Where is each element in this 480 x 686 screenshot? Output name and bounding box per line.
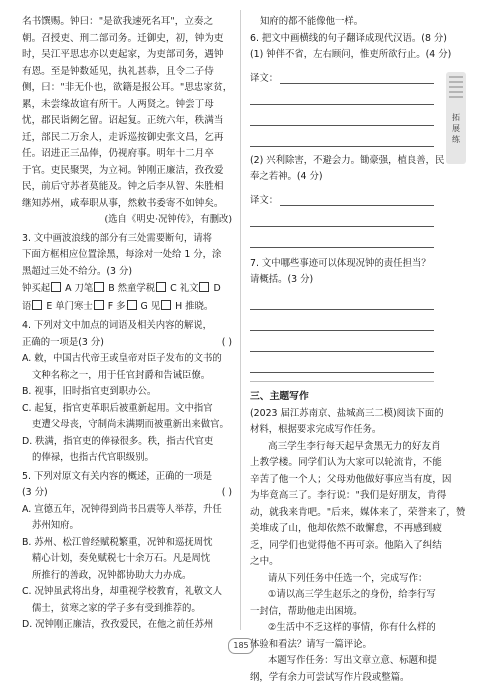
- question-5: [22, 469, 232, 634]
- material-line: 美堆成了山，他却依然不敢懈怠，不再感到疲: [250, 521, 434, 538]
- option-line: C. 况钟虽武将出身，却重视学校教育，礼敬文人: [22, 584, 232, 601]
- answer-box[interactable]: [51, 282, 61, 292]
- question-3: [22, 231, 232, 317]
- answer-line[interactable]: [250, 128, 434, 147]
- task-line: ②生活中不乏这样的事情，你有什么样的: [250, 620, 434, 637]
- passage-line: 继知苏州，咸奉职从事，然敕书委寄不如钟矣。: [22, 196, 232, 213]
- segment-text: C 礼文: [170, 283, 198, 294]
- passage-line: 任。诏进正三品俸，仍视府事。明年十二月卒: [22, 146, 232, 163]
- answer-line[interactable]: [250, 312, 434, 331]
- answer-line[interactable]: [280, 191, 434, 206]
- option-line: D. 况钟刚正廉洁，孜孜爱民，在他之前任苏州: [22, 617, 232, 634]
- material-line: 为毕竟高三了。李行说："我们是好朋友，肯得: [250, 488, 434, 505]
- stripes-icon: [449, 76, 463, 101]
- material-line: 动，就我来肯吧。"后来，媒体来了，荣誉来了，赞: [250, 505, 434, 522]
- punctuation-boxes: [22, 280, 232, 298]
- answer-paren[interactable]: ( ): [222, 485, 232, 502]
- task-line: ①请以高三学生赵乐之的身份，给李行写: [250, 587, 434, 604]
- column-divider: [240, 10, 241, 630]
- question-text: 请概括。(3 分): [250, 272, 434, 289]
- option-line: 文种名称之一，用于任官封爵和告诫臣僚。: [22, 368, 232, 385]
- question-text: (3 分) ( ): [22, 485, 232, 502]
- question-text: 5. 下列对原文有关内容的概述，正确的一项是: [22, 469, 232, 486]
- passage-line: 累，未尝缘故谊有所干。人两贤之。钟尝丁母: [22, 97, 232, 114]
- translation-row: [250, 64, 434, 84]
- option-line: 儒士，贫寒之家的学子多有受到推荐的。: [22, 601, 232, 618]
- answer-box[interactable]: [161, 300, 171, 310]
- sentence-2: (2) 兴利除害，不避会力。锄豪强，植良善，民: [250, 153, 434, 170]
- question-text: 正确的一项是(3 分) ( ): [22, 335, 232, 352]
- option-line: B. 苏州、松江曾经赋税繁重，况钟和巡抚周忱: [22, 535, 232, 552]
- option-line: A. 敕，中国古代帝王或皇帝对臣子发布的文书的: [22, 351, 232, 368]
- option-line: 精心计划，奏免赋税七十余万石。凡是周忱: [22, 551, 232, 568]
- segment-text: G 见: [141, 301, 161, 312]
- segment-text: 钟买起: [22, 283, 50, 294]
- material-line: 之中。: [250, 554, 434, 571]
- page-number: 185: [228, 638, 254, 654]
- answer-line[interactable]: [250, 107, 434, 126]
- answer-box[interactable]: [94, 300, 104, 310]
- right-column: [250, 14, 434, 686]
- passage-line: 名书馔赐。钟曰："是欲我速死名耳"，立奏之: [22, 14, 232, 31]
- option-line: 吏遭父母丧，守制尚未满期而被重新出来做官。: [22, 417, 232, 434]
- question-text: 4. 下列对文中加点的词语及相关内容的解说，: [22, 318, 232, 335]
- task-line: 本题写作任务：写出文章立意、标题和提: [250, 653, 434, 670]
- answer-line[interactable]: [280, 69, 434, 84]
- segment-text: F 多: [108, 301, 126, 312]
- option-line: D. 秩满，指官吏的俸禄很多。秩，指古代官吏: [22, 434, 232, 451]
- option-line: C. 起复，指官吏革职后被重新起用。文中指官: [22, 401, 232, 418]
- passage-line: 忧，郡民诣阙乞留。诏起复。正统六年，秩满当: [22, 113, 232, 130]
- segment-text: E 单门寒士: [46, 301, 92, 312]
- passage-line: 朝。召授吏、刑二部司务。迁御史，初，钟为吏: [22, 31, 232, 48]
- option-line: 苏州知府。: [22, 518, 232, 535]
- task-line: 体验和看法？请写一篇评论。: [250, 637, 434, 654]
- material-line: 上教学楼。同学们认为大家可以轮流肯，不能: [250, 455, 434, 472]
- task-line: 一封信，帮助他走出困境。: [250, 604, 434, 621]
- passage-line: 有恩。至是钟数延见，执礼甚恭，且令二子侍: [22, 64, 232, 81]
- passage-line: 时，吴江平思忠亦以吏起家，为吏部司务，遇钟: [22, 47, 232, 64]
- translation-row: [250, 186, 434, 206]
- answer-line[interactable]: [250, 333, 434, 352]
- sentence-1: (1) 钟伴不省，左右顾问，惟吏所欲行止。(4 分): [250, 47, 434, 64]
- answer-paren[interactable]: ( ): [222, 335, 232, 352]
- option-line: 所推行的善政，况钟都协助大力办成。: [22, 568, 232, 585]
- translate-label: 译文：: [250, 192, 278, 206]
- answer-line[interactable]: [250, 291, 434, 310]
- option-line: 的俸禄，也指古代官职级别。: [22, 450, 232, 467]
- question-text: 6. 把文中画横线的句子翻译成现代汉语。(8 分): [250, 31, 434, 48]
- section-rule: [250, 381, 434, 382]
- option-line: B. 视事，旧时指官吏到职办公。: [22, 384, 232, 401]
- passage-line: 迁，部民二万余人，走诉巡按御史张文昌，乞再: [22, 130, 232, 147]
- option-line: A. 宣德五年，况钟得到尚书吕震等人举荐，升任: [22, 502, 232, 519]
- segment-text: A 刀笔: [65, 283, 93, 294]
- passage-line: 民，前后守苏者莫能及。钟之后李从智、朱胜相: [22, 179, 232, 196]
- side-tab: [446, 72, 466, 164]
- answer-line[interactable]: [250, 229, 434, 248]
- passage: [22, 14, 232, 229]
- question-text: 3. 文中画波浪线的部分有三处需要断句，请将: [22, 231, 232, 248]
- section-title: 三、主题写作: [250, 388, 434, 406]
- passage-source: (选自《明史·况钟传》，有删改): [22, 212, 232, 229]
- material-line: 辛苦了他一个人；父母劝他做好事应当有度，因: [250, 472, 434, 489]
- answer-box[interactable]: [156, 282, 166, 292]
- option-line: 知府的都不能像他一样。: [250, 14, 434, 31]
- answer-line[interactable]: [250, 354, 434, 373]
- answer-line[interactable]: [250, 208, 434, 227]
- passage-line: 侧，曰："非无仆也，欲籍是报公耳。"思忠家贫，: [22, 80, 232, 97]
- task-line: 纲，学有余力可尝试写作片段或整篇。: [250, 670, 434, 686]
- answer-box[interactable]: [32, 300, 42, 310]
- side-tab-label: 拓展练: [450, 112, 462, 145]
- answer-box[interactable]: [94, 282, 104, 292]
- sentence-2: 奉之若神。(4 分): [250, 169, 434, 186]
- left-column: [22, 14, 232, 634]
- answer-box[interactable]: [199, 282, 209, 292]
- segment-text: D: [213, 283, 220, 294]
- question-7: [250, 256, 434, 373]
- material-line: 乏，同学们也觉得他不再可亲。他陷入了纠结: [250, 538, 434, 555]
- question-text: 7. 文中哪些事迹可以体现况钟的责任担当？: [250, 256, 434, 273]
- punctuation-boxes: [22, 298, 232, 316]
- material-line: 高三学生李行每天起早贪黑无力的好友肖: [250, 439, 434, 456]
- question-4: [22, 318, 232, 467]
- question-text: 黑超过三处不给分。(3 分): [22, 264, 232, 281]
- answer-box[interactable]: [127, 300, 137, 310]
- translate-label: 译文：: [250, 70, 278, 84]
- answer-line[interactable]: [250, 86, 434, 105]
- segment-text: 语: [22, 301, 31, 312]
- question-6: [250, 31, 434, 248]
- question-text: 下面方框相应位置涂黑，每涂对一处给 1 分，涂: [22, 247, 232, 264]
- passage-line: 于官。吏民聚哭，为立祠。钟刚正廉洁，孜孜爱: [22, 163, 232, 180]
- segment-text: H 推晓。: [175, 301, 213, 312]
- segment-text: B 然童学税: [108, 283, 155, 294]
- task-line: 请从下列任务中任选一个，完成写作：: [250, 571, 434, 588]
- intro-line: (2023 届江苏南京、盐城高三二模)阅读下面的: [250, 406, 434, 423]
- intro-line: 材料，根据要求完成写作任务。: [250, 422, 434, 439]
- section-3: [250, 388, 434, 686]
